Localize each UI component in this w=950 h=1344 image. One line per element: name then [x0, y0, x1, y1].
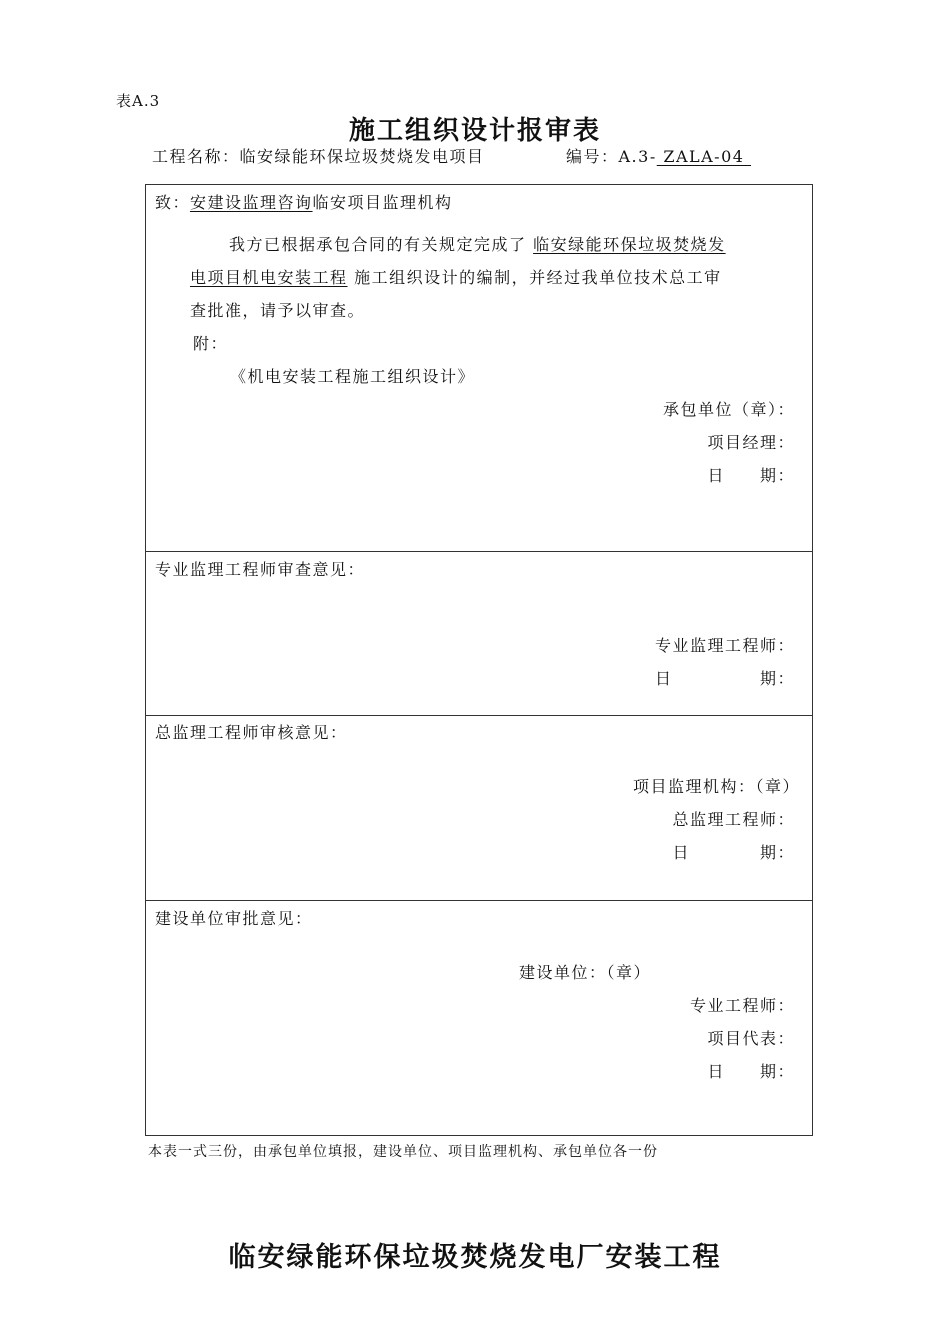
sign-project-representative: 项目代表： [707, 1029, 795, 1048]
paragraph-line-2 [190, 265, 722, 288]
number-value: ZALA-04 [656, 147, 752, 166]
form-code: 表A.3 [116, 92, 161, 110]
para-text: 我方已根据承包合同的有关规定完成了 [229, 235, 534, 254]
project-name: 临安绿能环保垃圾焚烧发电项目 [239, 147, 485, 166]
paragraph-line-1 [229, 232, 726, 255]
to-label: 致： [155, 193, 191, 212]
para-project-underlined: 临安绿能环保垃圾焚烧发 [533, 235, 726, 254]
section-heading-chief-review: 总监理工程师审核意见： [155, 723, 348, 742]
paragraph-line-3: 查批准，请予以审查。 [190, 301, 366, 320]
attachment-item: 《机电安装工程施工组织设计》 [230, 367, 476, 386]
addressee [155, 190, 453, 213]
sign-project-manager: 项目经理： [707, 433, 795, 452]
sign-professional-engineer: 专业工程师： [689, 996, 795, 1015]
to-rest: 临安项目监理机构 [312, 193, 453, 212]
project-name-line [152, 144, 485, 167]
project-label: 工程名称： [152, 147, 240, 166]
section-divider [145, 715, 813, 716]
section-heading-owner-approval: 建设单位审批意见： [155, 909, 313, 928]
sign-date: 日 期： [707, 466, 795, 485]
document-number [566, 144, 751, 167]
sign-supervision-org: 项目监理机构：（章） [632, 777, 800, 796]
para-scope-underlined: 电项目机电安装工程 [190, 268, 348, 287]
sign-date: 日 期： [672, 843, 795, 862]
sign-date: 日 期： [654, 669, 795, 688]
sign-contractor: 承包单位（章）： [662, 400, 795, 419]
section-divider [145, 551, 813, 552]
sign-owner-unit: 建设单位：（章） [519, 963, 652, 982]
project-title: 临安绿能环保垃圾焚烧发电厂安装工程 [228, 1242, 722, 1273]
to-underlined: 安建设监理咨询 [190, 193, 313, 212]
sign-chief-engineer: 总监理工程师： [672, 810, 795, 829]
section-heading-engineer-review: 专业监理工程师审查意见： [155, 560, 366, 579]
sign-date: 日 期： [707, 1062, 795, 1081]
number-label: 编号：A.3- [566, 147, 657, 166]
attachment-label: 附： [193, 334, 229, 353]
distribution-note: 本表一式三份，由承包单位填报，建设单位、项目监理机构、承包单位各一份 [148, 1144, 658, 1160]
document-title: 施工组织设计报审表 [348, 116, 601, 146]
section-divider [145, 900, 813, 901]
sign-supervising-engineer: 专业监理工程师： [654, 636, 795, 655]
para-text: 施工组织设计的编制，并经过我单位技术总工审 [347, 268, 722, 287]
